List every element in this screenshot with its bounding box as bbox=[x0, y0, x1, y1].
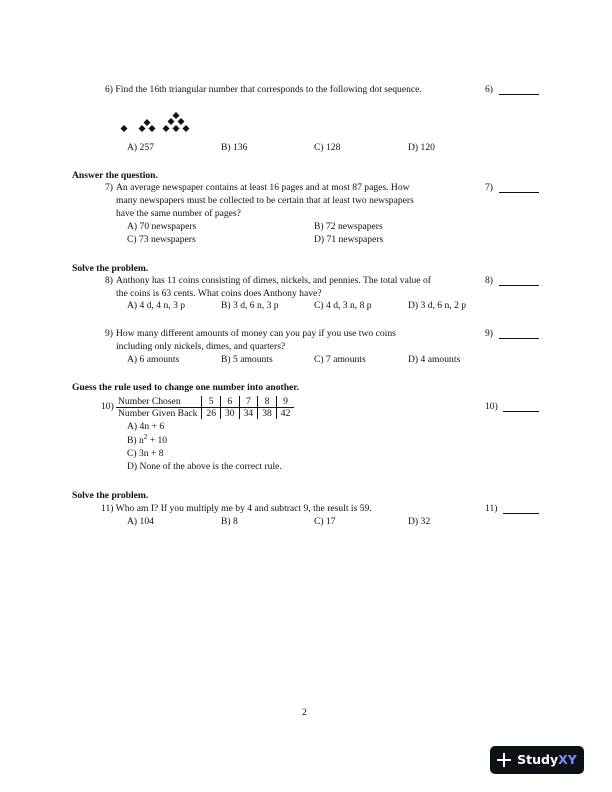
q10-row2-cell: 42 bbox=[276, 408, 294, 420]
q8-choice-d[interactable]: D) 3 d, 6 n, 2 p bbox=[408, 300, 467, 311]
q6-answer-blank[interactable] bbox=[499, 94, 539, 95]
q10-number: 10) bbox=[101, 401, 114, 412]
q8-number: 8) bbox=[105, 275, 113, 286]
section-heading-answer: Answer the question. bbox=[72, 170, 158, 181]
q9-text-line-2: including only nickels, dimes, and quarters? bbox=[116, 341, 286, 352]
q7-text-line-1: An average newspaper contains at least 16 pages and at most 87 pages. How bbox=[116, 182, 410, 193]
q6-choice-d[interactable]: D) 120 bbox=[408, 142, 435, 153]
q7-choice-a[interactable]: A) 70 newspapers bbox=[127, 221, 197, 232]
q6-choice-b[interactable]: B) 136 bbox=[221, 142, 248, 153]
q10-row2-cell: 34 bbox=[239, 408, 258, 420]
q8-text-line-1: Anthony has 11 coins consisting of dimes, nickels, and pennies. The total value of bbox=[116, 275, 431, 286]
plus-icon bbox=[497, 753, 511, 767]
dot-pattern-1 bbox=[121, 125, 128, 132]
q6-choice-a[interactable]: A) 257 bbox=[127, 142, 154, 153]
q11-question bbox=[101, 503, 372, 515]
q10-row2-cell: 38 bbox=[258, 408, 277, 420]
q10-row1-cell: 5 bbox=[202, 396, 221, 408]
q10-choice-d[interactable]: D) None of the above is the correct rule. bbox=[127, 461, 282, 472]
q11-choice-d[interactable]: D) 32 bbox=[408, 516, 431, 527]
q8-choice-b[interactable]: B) 3 d, 6 n, 3 p bbox=[221, 300, 279, 311]
q10-answer-label: 10) bbox=[485, 401, 498, 412]
q9-answer-blank[interactable] bbox=[499, 338, 539, 339]
q7-text-line-2: many newspapers must be collected to be certain that at least two newspapers bbox=[116, 195, 414, 206]
q6-question bbox=[105, 84, 422, 96]
q11-answer-label: 11) bbox=[485, 503, 498, 514]
page-number: 2 bbox=[302, 707, 307, 718]
studyxy-logo-badge[interactable] bbox=[490, 746, 584, 774]
q6-answer-label: 6) bbox=[485, 84, 493, 95]
studyxy-brand: Study bbox=[517, 751, 559, 767]
q10-choice-b-prefix: B) n bbox=[127, 435, 144, 446]
q10-row1-cell: 6 bbox=[221, 396, 240, 408]
q9-choice-b[interactable]: B) 5 amounts bbox=[221, 354, 273, 365]
q7-answer-blank[interactable] bbox=[499, 192, 539, 193]
q10-answer-blank[interactable] bbox=[503, 411, 539, 412]
q6-text: Find the 16th triangular number that corresponds to the following dot sequence. bbox=[115, 84, 422, 95]
q7-choice-b[interactable]: B) 72 newspapers bbox=[314, 221, 383, 232]
q10-row1-cell: 8 bbox=[258, 396, 277, 408]
q10-row-number-given-back bbox=[116, 408, 294, 420]
q11-choice-c[interactable]: C) 17 bbox=[314, 516, 336, 527]
q7-answer-label: 7) bbox=[485, 182, 493, 193]
section-heading-solve-1: Solve the problem. bbox=[72, 263, 149, 274]
section-heading-solve-2: Solve the problem. bbox=[72, 490, 149, 501]
q11-choice-b[interactable]: B) 8 bbox=[221, 516, 238, 527]
q8-answer-label: 8) bbox=[485, 275, 493, 286]
q11-choice-a[interactable]: A) 104 bbox=[127, 516, 154, 527]
q11-text: Who am I? If you multiply me by 4 and subtract 9, the result is 59. bbox=[115, 503, 372, 514]
q11-answer-blank[interactable] bbox=[503, 513, 539, 514]
dot-pattern-3 bbox=[163, 112, 190, 132]
q7-choice-c[interactable]: C) 73 newspapers bbox=[127, 234, 196, 245]
q10-row1-cell: 9 bbox=[276, 396, 294, 408]
q10-choice-a[interactable]: A) 4n + 6 bbox=[127, 421, 165, 432]
q10-row1-cell: 7 bbox=[239, 396, 258, 408]
studyxy-logo-text bbox=[517, 751, 577, 767]
q10-row1-label: Number Chosen bbox=[116, 396, 202, 408]
q9-number: 9) bbox=[105, 328, 113, 339]
q10-row2-cell: 30 bbox=[221, 408, 240, 420]
q10-row2-cell: 26 bbox=[202, 408, 221, 420]
q10-choice-c[interactable]: C) 3n + 8 bbox=[127, 448, 164, 459]
dot-pattern-2 bbox=[139, 119, 156, 132]
q11-number: 11) bbox=[101, 503, 114, 514]
q7-text-line-3: have the same number of pages? bbox=[116, 208, 241, 219]
q8-answer-blank[interactable] bbox=[499, 285, 539, 286]
q6-number: 6) bbox=[105, 84, 113, 95]
q8-text-line-2: the coins is 63 cents. What coins does Anthony have? bbox=[116, 288, 322, 299]
q10-row2-label: Number Given Back bbox=[118, 408, 198, 419]
section-heading-guess-rule: Guess the rule used to change one number into another. bbox=[72, 382, 300, 393]
q9-choice-c[interactable]: C) 7 amounts bbox=[314, 354, 366, 365]
studyxy-accent: XY bbox=[558, 751, 577, 767]
q10-choice-b-suffix: + 10 bbox=[147, 435, 168, 446]
q9-choice-d[interactable]: D) 4 amounts bbox=[408, 354, 461, 365]
q8-choice-a[interactable]: A) 4 d, 4 n, 3 p bbox=[127, 300, 186, 311]
q9-text-line-1: How many different amounts of money can you pay if you use two coins bbox=[116, 328, 396, 339]
q9-choice-a[interactable]: A) 6 amounts bbox=[127, 354, 180, 365]
q9-answer-label: 9) bbox=[485, 328, 493, 339]
q6-choice-c[interactable]: C) 128 bbox=[314, 142, 341, 153]
q8-choice-c[interactable]: C) 4 d, 3 n, 8 p bbox=[314, 300, 372, 311]
triangular-dot-sequence bbox=[118, 108, 190, 134]
q10-row-number-chosen bbox=[116, 396, 294, 408]
q10-choice-b-exponent: 2 bbox=[143, 432, 148, 441]
q7-number: 7) bbox=[105, 182, 113, 193]
q10-choice-b[interactable] bbox=[127, 432, 168, 447]
q7-choice-d[interactable]: D) 71 newspapers bbox=[314, 234, 384, 245]
q10-rule-table bbox=[116, 396, 294, 419]
